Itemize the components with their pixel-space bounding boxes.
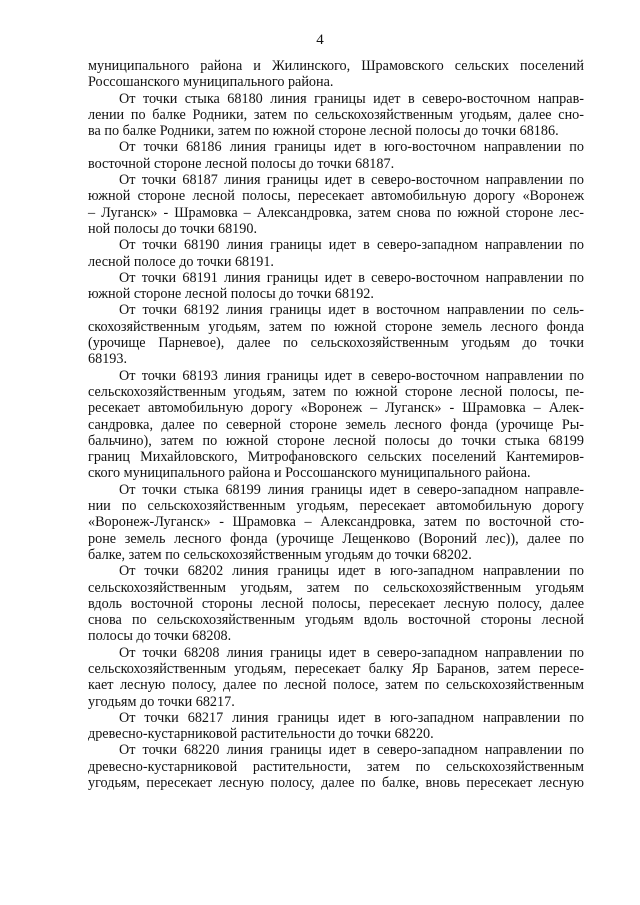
page-number: 4 [316,32,324,48]
text-line: От точки 68192 линия границы идет в восточном направлении по сель- [119,302,584,319]
paragraph [88,482,584,563]
text-line: От точки 68187 линия границы идет в северо-восточном направлении по [119,172,584,189]
text-line: роне земель лесного фонда (урочище Лещенково (Вороний лес)), далее по [88,530,584,547]
document-body [88,58,584,791]
text-line: сельскохозяйственным угодьям, затем по южной стороне лесной полосы, пе- [88,383,584,400]
text-line: Россошанского муниципального района. [88,74,334,91]
text-line: балке, затем по сельскохозяйственным угодьям до точки 68202. [88,546,472,563]
text-line: угодьям, пересекает лесную полосу, далее по балке, вновь пересекает лесную [88,775,584,792]
paragraph [88,139,584,172]
text-line: вдоль восточной стороны лесной полосы, пересекает лесную полосу, далее [88,595,584,612]
text-line: бальчино), затем по южной стороне лесной полосы до точки стыка 68199 [88,432,584,449]
text-line: ресекает автомобильную дорогу «Воронеж – Луганск» - Шрамовка – Алек- [88,400,584,417]
text-line: сельскохозяйственным угодьям, затем по сельскохозяйственным угодьям [88,579,584,596]
paragraph [88,270,584,303]
paragraph [88,58,584,91]
text-line: восточной стороне лесной полосы до точки 68187. [88,155,395,172]
text-line: От точки стыка 68199 линия границы идет в северо-западном направле- [119,481,584,498]
text-line: От точки стыка 68180 линия границы идет в северо-восточном направ- [119,90,584,107]
paragraph [88,742,584,791]
text-line: южной стороне лесной полосы до точки 68192. [88,286,374,303]
text-line: ского муниципального района и Россошанского муниципального района. [88,465,531,482]
paragraph [88,710,584,743]
text-line: угодьям до точки 68217. [88,693,235,710]
text-line: древесно-кустарниковой растительности до точки 68220. [88,726,434,743]
text-line: древесно-кустарниковой растительности, затем по сельскохозяйственным [88,758,584,775]
text-line: От точки 68208 линия границы идет в северо-западном направлении по [119,644,584,661]
text-line: От точки 68191 линия границы идет в северо-восточном направлении по [119,269,584,286]
paragraph [88,91,584,140]
text-line: ной полосы до точки 68190. [88,220,258,237]
paragraph [88,302,584,367]
text-line: сандровка, далее по северной стороне земель лесного фонда (урочище Ры- [88,416,584,433]
text-line: От точки 68220 линия границы идет в северо-западном направлении по [119,742,584,759]
paragraph [88,172,584,237]
text-line: лении по балке Родники, затем по сельскохозяйственным угодьям, далее сно- [88,106,584,123]
text-line: снова по сельскохозяйственным угодьям вдоль восточной стороны лесной [88,612,584,629]
text-line: скохозяйственным угодьям, затем по южной стороне земель лесного фонда [88,318,584,335]
text-line: лесной полосе до точки 68191. [88,253,274,270]
text-line: – Луганск» - Шрамовка – Александровка, затем снова по южной стороне лес- [88,204,584,221]
text-line: южной стороне лесной полосы, пересекает автомобильную дорогу «Воронеж [88,188,584,205]
text-line: ва по балке Родники, затем по южной стороне лесной полосы до точки 68186. [88,123,559,140]
text-line: «Воронеж-Луганск» - Шрамовка – Александровка, затем по восточной сто- [88,514,584,531]
paragraph [88,563,584,644]
text-line: 68193. [88,351,128,368]
text-line: сельскохозяйственным угодьям, пересекает балку Яр Баранов, затем пересе- [88,660,584,677]
text-line: полосы до точки 68208. [88,628,232,645]
paragraph [88,645,584,710]
text-line: кает лесную полосу, далее по лесной полосе, затем по сельскохозяйственным [88,677,584,694]
text-line: нии по сельскохозяйственным угодьям, пересекает автомобильную дорогу [88,498,584,515]
text-line: (урочище Парневое), далее по сельскохозяйственным угодьям до точки [88,335,584,352]
text-line: От точки 68193 линия границы идет в северо-восточном направлении по [119,367,584,384]
text-line: От точки 68190 линия границы идет в северо-западном направлении по [119,237,584,254]
text-line: От точки 68186 линия границы идет в юго-восточном направлении по [119,139,584,156]
text-line: муниципального района и Жилинского, Шрамовского сельских поселений [88,58,584,74]
text-line: От точки 68217 линия границы идет в юго-западном направлении по [119,709,584,726]
paragraph [88,237,584,270]
paragraph [88,368,584,482]
text-line: От точки 68202 линия границы идет в юго-западном направлении по [119,563,584,580]
text-line: границ Михайловского, Митрофановского сельских поселений Кантемиров- [88,449,584,466]
